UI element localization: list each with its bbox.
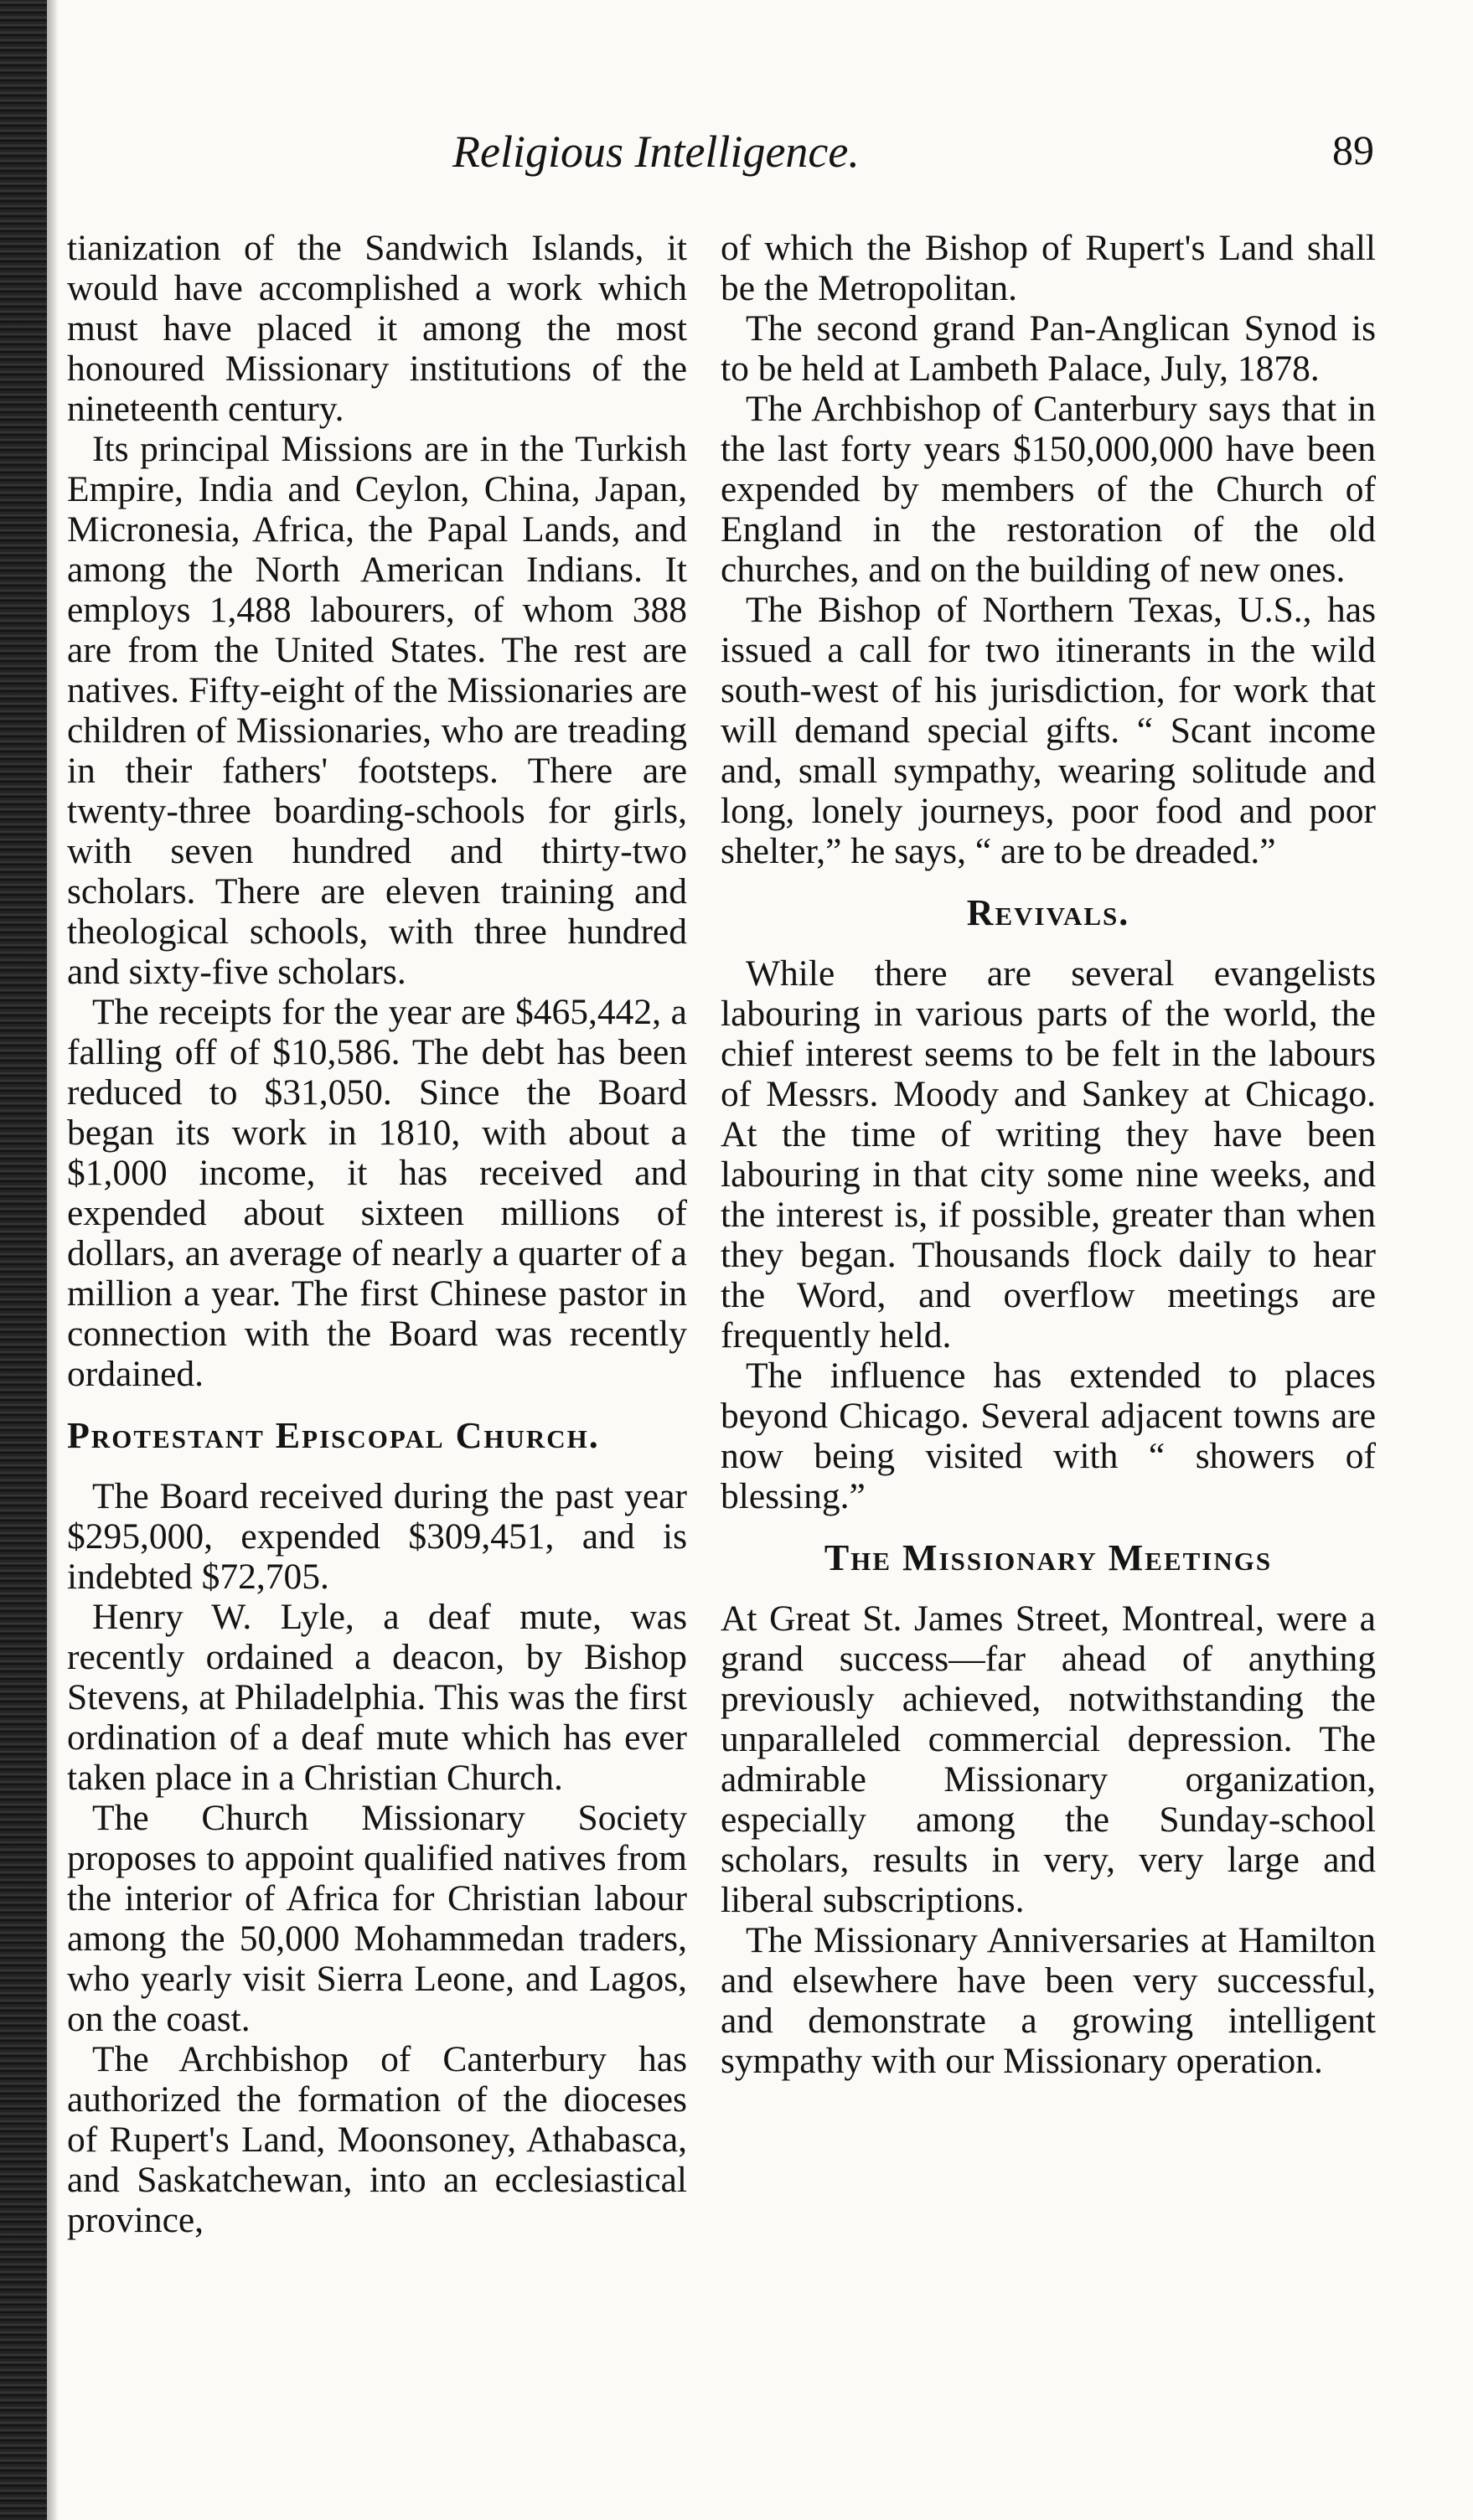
page-number: 89 — [1332, 127, 1374, 173]
paragraph: The Archbishop of Canterbury says that in the last forty years $150,000,000 have been expended by members of the Church of England in the restoration of the old churches, and on the building of new ones. — [721, 389, 1376, 590]
paragraph: The influence has extended to places beyond Chicago. Several adjacent towns are now being visited with “ showers of blessing.” — [721, 1356, 1376, 1516]
paragraph: The Church Missionary Society proposes to appoint qualified natives from the interior of Africa for Christian labour among the 50,000 Mohammedan traders, who yearly visit Sierra Leone, and Lagos, on the coast. — [67, 1798, 687, 2039]
paragraph: of which the Bishop of Rupert's Land shall be the Metropolitan. — [721, 228, 1376, 308]
paragraph: The Bishop of Northern Texas, U.S., has issued a call for two itinerants in the wild south-west of his jurisdiction, for work that will demand special gifts. “ Scant income and, small sympathy, wearing solitude and long, lonely journeys, poor food and poor shelter,” he says, “ are to be dreaded.” — [721, 590, 1376, 871]
paragraph: The receipts for the year are $465,442, a falling off of $10,586. The debt has been reduced to $31,050. Since the Board began its work in 1810, with about a $1,000 income, it has received and expended about sixteen millions of dollars, an average of nearly a quarter of a million a year. The first Chinese pastor in connection with the Board was recently ordained. — [67, 992, 687, 1394]
right-column — [721, 228, 1376, 2081]
paragraph: The second grand Pan-Anglican Synod is to be held at Lambeth Palace, July, 1878. — [721, 308, 1376, 389]
scanned-binding-edge — [0, 0, 47, 2520]
paragraph: While there are several evangelists labouring in various parts of the world, the chief interest seems to be felt in the labours of Messrs. Moody and Sankey at Chicago. At the time of writing they have been labouring in that city some nine weeks, and the interest is, if possible, greater than when they began. Thousands flock daily to hear the Word, and overflow meetings are frequently held. — [721, 953, 1376, 1356]
paragraph: The Missionary Anniversaries at Hamilton and elsewhere have been very successful, and demonstrate a growing intelligent sympathy with our Missionary operation. — [721, 1920, 1376, 2081]
running-head — [67, 126, 1408, 184]
page-title: Religious Intelligence. — [452, 127, 860, 177]
paragraph: At Great St. James Street, Montreal, were a grand success—far ahead of anything previously achieved, notwithstanding the unparalleled commercial depression. The admirable Missionary organization, especially among the Sunday-school scholars, results in very, very large and liberal subscriptions. — [721, 1598, 1376, 1920]
paragraph: The Board received during the past year $295,000, expended $309,451, and is indebted $72,705. — [67, 1476, 687, 1597]
paragraph: The Archbishop of Canterbury has authorized the formation of the dioceses of Rupert's Land, Moonsoney, Athabasca, and Saskatchewan, into an ecclesiastical province, — [67, 2039, 687, 2240]
left-column — [67, 228, 687, 2240]
paragraph: Henry W. Lyle, a deaf mute, was recently ordained a deacon, by Bishop Stevens, at Philadelphia. This was the first ordination of a deaf mute which has ever taken place in a Christian Church. — [67, 1597, 687, 1798]
section-heading: Revivals. — [966, 892, 1130, 933]
paragraph: Its principal Missions are in the Turkish Empire, India and Ceylon, China, Japan, Micronesia, Africa, the Papal Lands, and among the North American Indians. It employs 1,488 labourers, of whom 388 are from the United States. The rest are natives. Fifty-eight of the Missionaries are children of Missionaries, who are treading in their fathers' footsteps. There are twenty-three boarding-schools for girls, with seven hundred and thirty-two scholars. There are eleven training and theological schools, with three hundred and sixty-five scholars. — [67, 429, 687, 992]
binding-shadow — [47, 0, 59, 2520]
section-heading: The Missionary Meetings — [824, 1537, 1273, 1578]
paragraph: tianization of the Sandwich Islands, it would have accomplished a work which must have placed it among the most honoured Missionary institutions of the nineteenth century. — [67, 228, 687, 429]
section-heading: Protestant Episcopal Church. — [67, 1415, 600, 1456]
